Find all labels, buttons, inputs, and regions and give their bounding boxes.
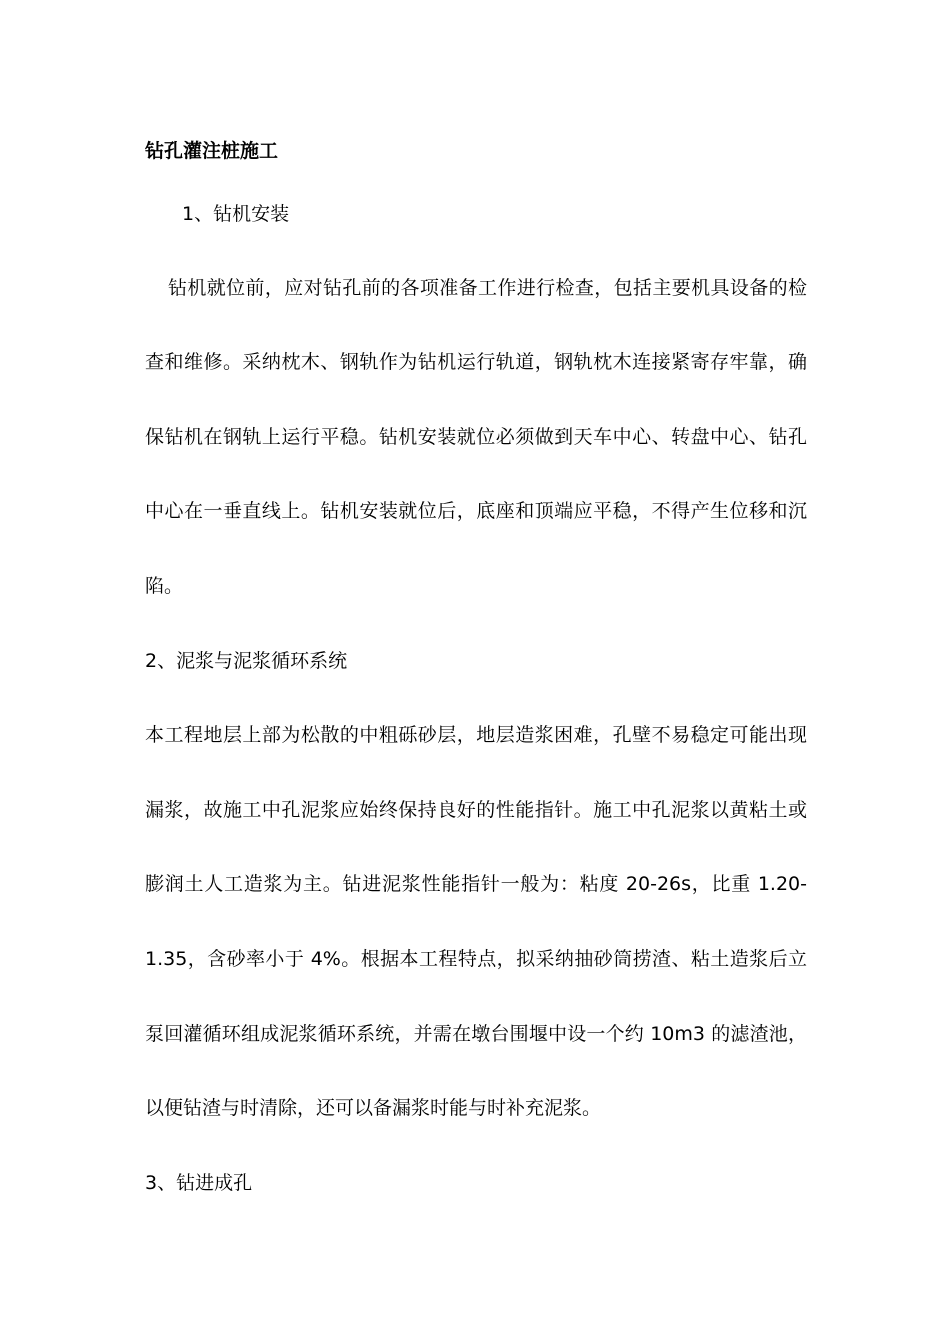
paragraph-line: 漏浆，故施工中孔泥浆应始终保持良好的性能指针。施工中孔泥浆以黄粘土或 [145,799,807,821]
section-heading-1: 1、钻机安装 [182,203,290,225]
paragraph-line: 本工程地层上部为松散的中粗砾砂层，地层造浆困难，孔壁不易稳定可能出现 [145,724,807,746]
paragraph-line: 钻机就位前，应对钻孔前的各项准备工作进行检查，包括主要机具设备的检 [168,277,807,299]
paragraph-line: 泵回灌循环组成泥浆循环系统，并需在墩台围堰中设一个约 10m3 的滤渣池， [145,1023,807,1045]
paragraph-line: 1.35，含砂率小于 4%。根据本工程特点，拟采纳抽砂筒捞渣、粘土造浆后立 [145,948,807,970]
document-title: 钻孔灌注桩施工 [145,140,279,162]
paragraph-line: 陷。 [145,575,184,597]
paragraph-line: 查和维修。采纳枕木、钢轨作为钻机运行轨道，钢轨枕木连接紧寄存牢靠，确 [145,351,807,373]
section-heading-2: 2、泥浆与泥浆循环系统 [145,650,348,672]
paragraph-line: 中心在一垂直线上。钻机安装就位后，底座和顶端应平稳，不得产生位移和沉 [145,500,807,522]
paragraph-line: 膨润土人工造浆为主。钻进泥浆性能指针一般为：粘度 20-26s，比重 1.20- [145,873,807,895]
paragraph-line: 保钻机在钢轨上运行平稳。钻机安装就位必须做到天车中心、转盘中心、钻孔 [145,426,807,448]
paragraph-line: 以便钻渣与时清除，还可以备漏浆时能与时补充泥浆。 [145,1097,602,1119]
section-heading-3: 3、钻进成孔 [145,1172,253,1194]
